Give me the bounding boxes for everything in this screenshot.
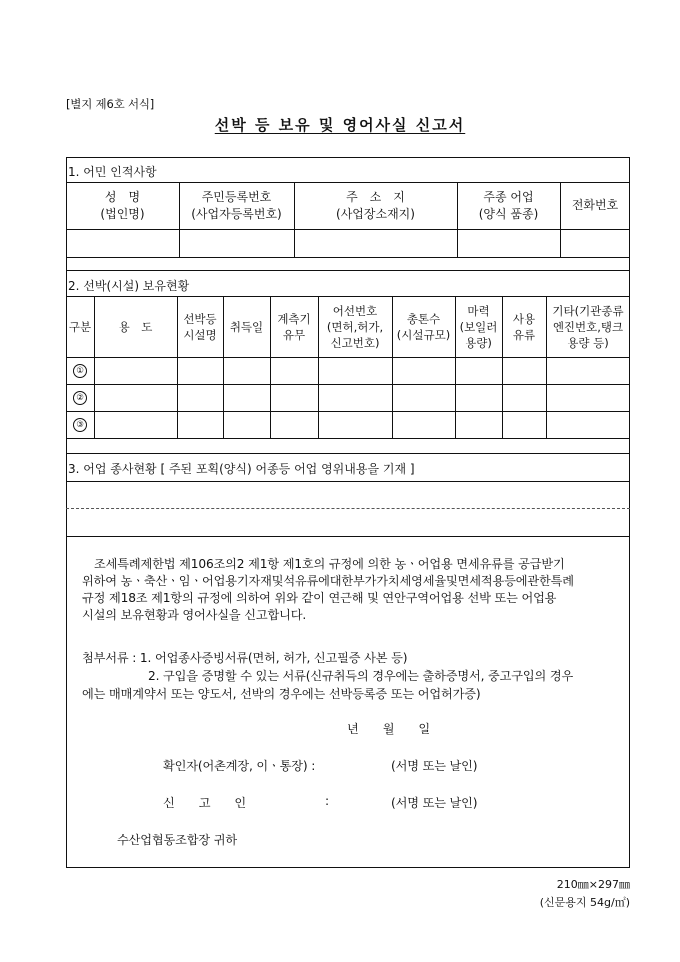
confirmer-signature[interactable]: (서명 또는 날인)	[391, 759, 478, 773]
header-phone: 전화번호	[571, 198, 619, 212]
registration-input-cell[interactable]	[179, 229, 294, 257]
reporter-signature[interactable]: (서명 또는 날인)	[391, 796, 478, 810]
header-other: 기타(기관종류 엔진번호,탱크 용량 등)	[552, 303, 624, 350]
header-vessel-name: 선박등 시설명	[183, 311, 217, 342]
reporter-label: 신 고 인	[163, 796, 247, 810]
row-number: ①	[66, 357, 94, 384]
address-input-cell[interactable]	[294, 229, 457, 257]
header-address: 주 소 지 (사업장소재지)	[336, 189, 415, 221]
header-meter: 계측기 유무	[277, 311, 311, 342]
header-name: 성 명 (법인명)	[100, 189, 145, 221]
section2-title: 2. 선박(시설) 보유현황	[68, 279, 190, 293]
header-acquisition-date: 취득일	[229, 319, 264, 334]
section3-title: 3. 어업 종사현황 [ 주된 포획(양식) 어종등 어업 영위내용을 기재 ]	[68, 462, 415, 476]
attachment-1: 첨부서류 : 1. 어업종사증빙서류(면허, 허가, 신고필증 사본 등)	[82, 651, 408, 665]
reporter-colon: :	[325, 794, 329, 808]
confirmer-label: 확인자(어촌계장, 이ㆍ통장) :	[163, 759, 316, 773]
header-vessel-number: 어선번호 (면허,허가, 신고번호)	[326, 303, 384, 350]
form-number: [별지 제6호 서식]	[66, 97, 155, 111]
header-tonnage: 총톤수 (시설규모)	[396, 311, 451, 342]
date-line[interactable]: 년 월 일	[347, 722, 431, 736]
declaration-text: 조세특례제한법 제106조의2 제1항 제1호의 규정에 의한 농ㆍ어업용 면세유류를 공급받기 위하여 농ㆍ축산ㆍ임ㆍ어업용기자재및석유류에대한부가가치세영세율및면세적용등에관한특례 규정 제18조 제1항의 규정에 의하여 위와 같이 연근해 및 연안구역어업용 선박 또는 어업용 시설의 보유현황과 영어사실을 신고합니다.	[82, 557, 574, 622]
name-input-cell[interactable]	[66, 229, 179, 257]
header-fuel: 사용 유류	[512, 311, 536, 342]
header-horsepower: 마력 (보일러 용량)	[459, 303, 498, 350]
attachment-2: 2. 구입을 증명할 수 있는 서류(신규취득의 경우에는 출하증명서, 중고구입의 경우	[148, 669, 574, 683]
fishery-activity-line-2[interactable]	[66, 508, 630, 536]
phone-input-cell[interactable]	[560, 229, 630, 257]
paper-type: (신문용지 54g/㎡)	[539, 896, 630, 909]
header-main-fishery: 주종 어업 (양식 품종)	[478, 189, 539, 221]
header-registration-number: 주민등록번호 (사업자등록번호)	[191, 189, 282, 221]
paper-size: 210㎜×297㎜	[556, 878, 630, 891]
recipient: 수산업협동조합장 귀하	[117, 833, 237, 847]
row-number: ③	[66, 411, 94, 438]
fishery-input-cell[interactable]	[457, 229, 560, 257]
fishery-activity-line-1[interactable]	[66, 481, 630, 508]
document-title: 선박 등 보유 및 영어사실 신고서	[214, 116, 466, 134]
divider	[66, 270, 630, 271]
divider	[66, 257, 630, 258]
attachment-3: 에는 매매계약서 또는 양도서, 선박의 경우에는 선박등록증 또는 어업허가증)	[82, 687, 481, 701]
row-number: ②	[66, 384, 94, 411]
header-category: 구분	[68, 319, 92, 334]
section1-title: 1. 어민 인적사항	[68, 165, 157, 179]
header-usage: 용 도	[118, 319, 153, 334]
